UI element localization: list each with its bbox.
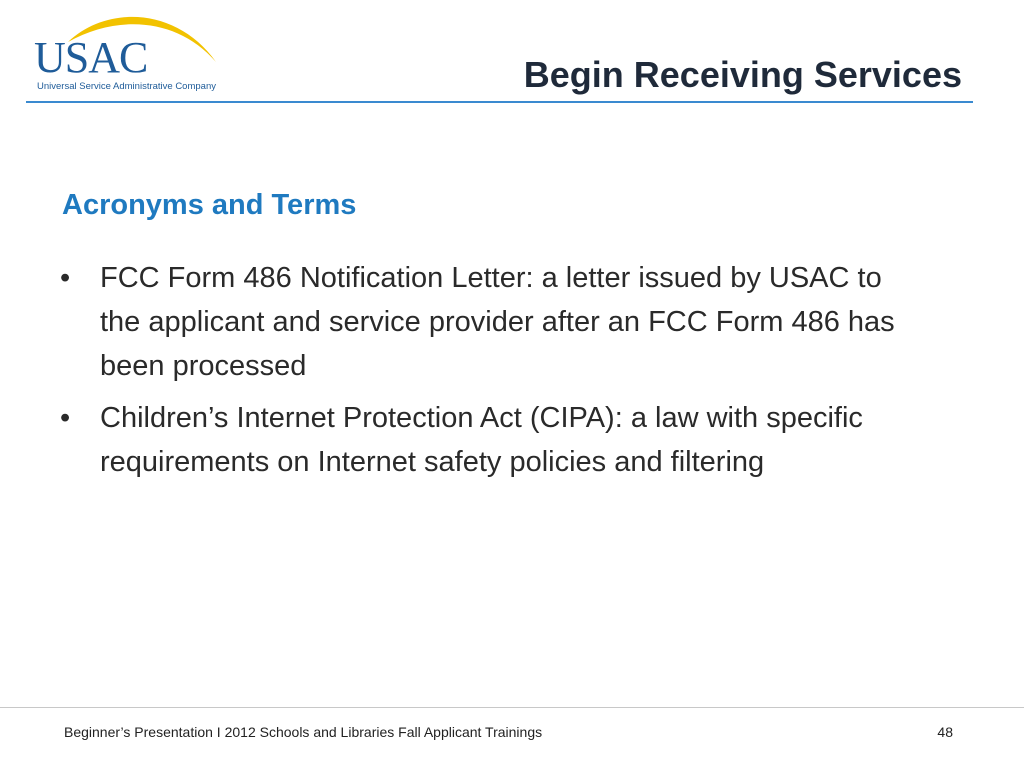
bullet-item (58, 396, 908, 484)
page-number: 48 (937, 724, 953, 740)
slide-title: Begin Receiving Services (523, 54, 962, 95)
section-subtitle: Acronyms and Terms (62, 189, 357, 221)
bullet-text: FCC Form 486 Notification Letter: a letter issued by USAC to the applicant and service provider after an FCC Form 486 has been processed (100, 262, 895, 382)
bullet-list (58, 256, 908, 492)
logo-wordmark: USAC (34, 33, 148, 82)
bullet-text: Children’s Internet Protection Act (CIPA): a law with specific requirements on Internet safety policies and filtering (100, 402, 863, 478)
logo-tagline: Universal Service Administrative Company (37, 81, 216, 92)
title-divider (26, 101, 973, 103)
usac-logo (28, 10, 228, 95)
bullet-dot-icon: • (60, 402, 71, 434)
bullet-dot-icon: • (60, 262, 71, 294)
footer-text: Beginner’s Presentation I 2012 Schools and Libraries Fall Applicant Trainings (64, 724, 543, 740)
footer-divider (0, 707, 1024, 708)
bullet-item (58, 256, 908, 388)
